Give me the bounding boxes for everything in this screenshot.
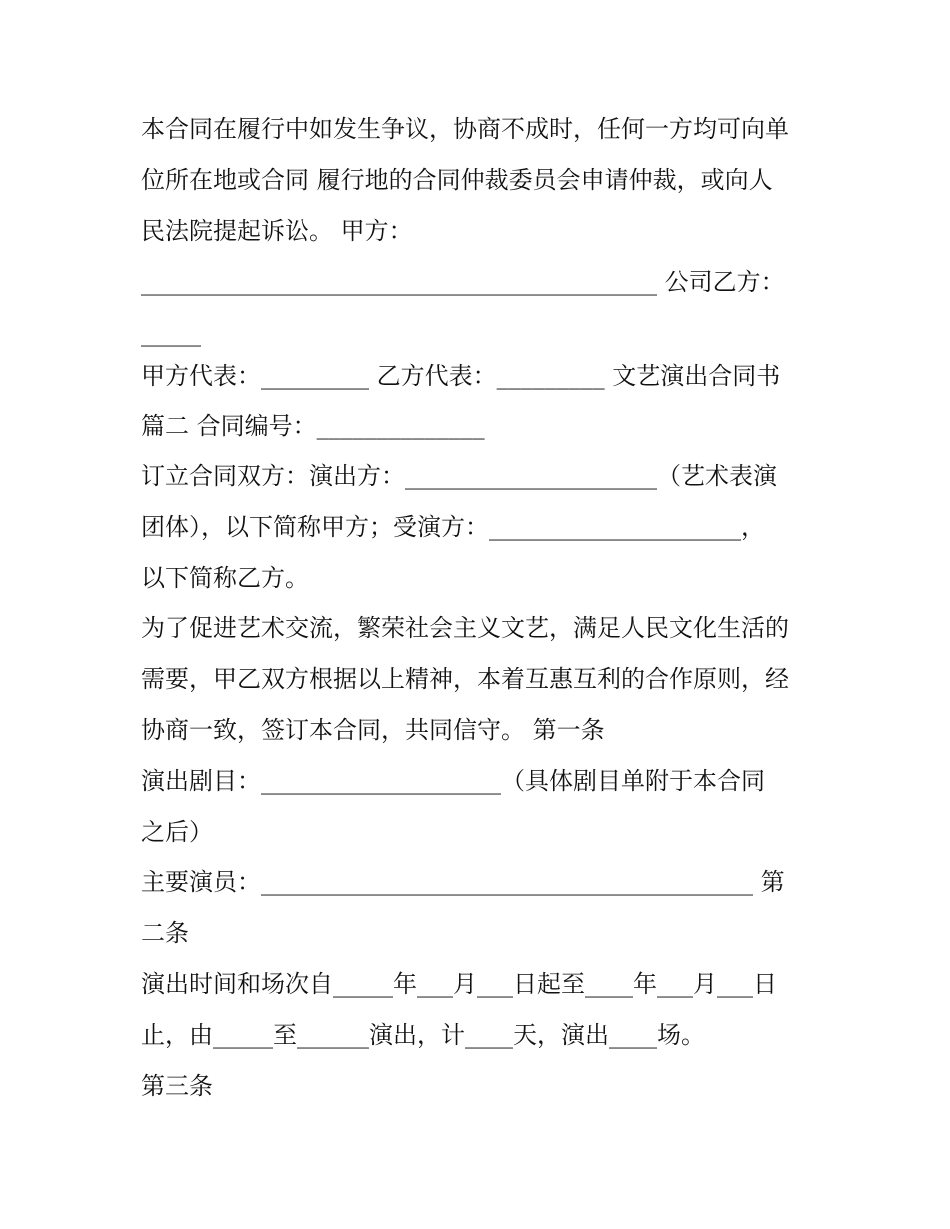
text-line: 演出剧目：____________________（具体剧目单附于本合同 [141,767,765,795]
text-line: 主要演员：_________________________________________ 第 [141,868,785,896]
text-line: 民法院提起诉讼。 甲方： [141,217,413,245]
text-line: 需要，甲乙双方根据以上精神，本着互惠互利的合作原则，经 [141,665,789,693]
text-line: 第三条 [141,1072,213,1100]
text-line: 止，由_____至______演出，计____天，演出____场。 [141,1021,705,1049]
text-line: 团体），以下简称甲方；受演方：_____________________， [141,513,765,541]
text-line: 二条 [141,919,189,947]
text-line: 协商一致，签订本合同，共同信守。 第一条 [141,716,605,744]
text-line: 甲方代表：_________ 乙方代表：_________ 文艺演出合同书 [141,362,781,390]
text-line: 之后） [141,818,213,846]
text-line: 以下简称乙方。 [141,564,309,592]
text-line: 本合同在履行中如发生争议，协商不成时，任何一方均可向单 [141,115,789,143]
signature-line: ___________________________________________ 公司乙方： [141,268,785,296]
text-line: 篇二 合同编号：______________ [141,412,485,440]
text-line: 位所在地或合同 履行地的合同仲裁委员会申请仲裁，或向人 [141,166,773,194]
signature-line: _____ [141,319,201,347]
text-line: 为了促进艺术交流，繁荣社会主义文艺，满足人民文化生活的 [141,614,789,642]
text-line: 演出时间和场次自_____年___月___日起至____年___月___日 [141,970,777,998]
text-line: 订立合同双方：演出方：_____________________（艺术表演 [141,462,777,490]
